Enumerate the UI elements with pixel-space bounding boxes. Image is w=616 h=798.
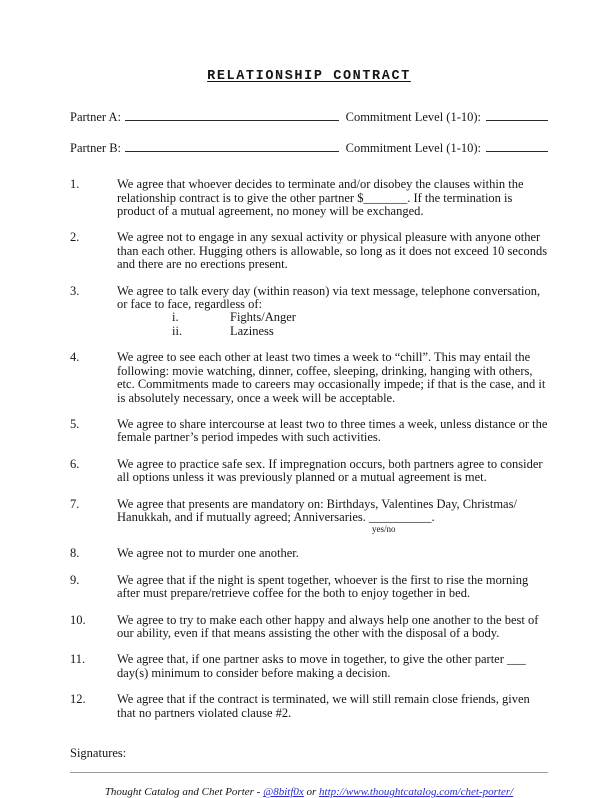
page-title: RELATIONSHIP CONTRACT <box>207 69 411 84</box>
clause-item <box>70 418 548 445</box>
subitem-text: Fights/Anger <box>230 310 296 325</box>
clause-number: 10. <box>70 612 86 627</box>
subitem-number: i. <box>172 310 179 325</box>
clause-number: 2. <box>70 230 80 245</box>
clause-text: We agree that presents are mandatory on: Birthdays, Valentines Day, Christmas/ Hanukkah, and if mutually agreed; Anniversaries. __________. <box>117 496 517 524</box>
subitem-text: Laziness <box>230 323 274 338</box>
clause-text: We agree to practice safe sex. If impregnation occurs, both partners agree to consider all options unless it was previously planned or a mutual agreement is met. <box>117 456 543 485</box>
clause-subitem <box>117 311 548 324</box>
clause-subitems <box>117 311 548 338</box>
clause-text: We agree that if the contract is terminated, we will still remain close friends, given that no partners violated clause #2. <box>117 692 530 720</box>
partner-a-row <box>70 108 548 124</box>
partner-b-row <box>70 139 548 155</box>
clause-subitem <box>117 325 548 338</box>
clause-number: 3. <box>70 283 80 298</box>
partner-b-commitment-blank <box>486 139 548 152</box>
partner-a-name-blank <box>125 108 339 121</box>
clause-item <box>70 178 548 218</box>
clause-item <box>70 351 548 405</box>
clause-item <box>70 498 548 535</box>
partner-b-commitment-label: Commitment Level (1-10): <box>345 140 481 155</box>
clause-item <box>70 693 548 720</box>
clause-number: 4. <box>70 350 80 365</box>
clause-number: 11. <box>70 652 86 667</box>
signatures-section <box>70 747 548 760</box>
clause-text: We agree to share intercourse at least two to three times a week, unless distance or the female partner’s period impedes with such activities. <box>117 416 548 445</box>
footer <box>70 786 548 798</box>
clause-item <box>70 231 548 271</box>
clause-text: We agree that if the night is spent together, whoever is the first to rise the morning after must prepare/retrieve coffee for the both to enjoy together in bed. <box>117 572 529 601</box>
clause-item <box>70 285 548 339</box>
partner-b-label: Partner B: <box>70 140 122 155</box>
clause-number: 5. <box>70 416 80 431</box>
clause-number: 1. <box>70 177 80 192</box>
clause-item <box>70 653 548 680</box>
partner-a-commitment-label: Commitment Level (1-10): <box>345 110 481 125</box>
website-link[interactable]: http://www.thoughtcatalog.com/chet-porter/ <box>319 786 514 798</box>
clause-number: 7. <box>70 496 80 511</box>
signature-line <box>70 772 548 773</box>
clause-item <box>70 547 548 560</box>
clause-text: We agree not to murder one another. <box>117 546 299 561</box>
clauses-list <box>70 178 548 720</box>
clause-number: 9. <box>70 572 80 587</box>
clause-text: We agree not to engage in any sexual activity or physical pleasure with anyone other than each other. Hugging others is allowable, so long as it does not exceed 10 seconds and there are no erections present. <box>117 230 548 272</box>
clause-item <box>70 458 548 485</box>
clause-number: 8. <box>70 546 80 561</box>
footer-or-text: or <box>303 786 320 798</box>
partner-b-name-blank <box>125 139 339 152</box>
clause-annotation: yes/no <box>372 524 396 535</box>
clause-number: 12. <box>70 692 86 707</box>
clause-number: 6. <box>70 456 80 471</box>
clause-item <box>70 574 548 601</box>
clause-item <box>70 614 548 641</box>
clause-text: We agree to see each other at least two times a week to “chill”. This may entail the following: movie watching, dinner, coffee, sleeping, drinking, hanging with others, etc. Commitments made to careers may occasionally impede; if that is the case, and it is absolutely necessary, once a week will be acceptable. <box>117 350 546 405</box>
partner-a-commitment-blank <box>486 108 548 121</box>
clause-text: We agree that whoever decides to terminate and/or disobey the clauses within the relationship contract is to give the other partner $_______. If the termination is product of a mutual agreement, no money will be exchanged. <box>117 177 524 219</box>
clause-text: We agree to try to make each other happy and always help one another to the best of our ability, even if that means assisting the other with the disposal of a body. <box>117 612 539 640</box>
partner-a-label: Partner A: <box>70 110 122 125</box>
clause-text: We agree that, if one partner asks to move in together, to give the other parter ___ day(s) minimum to consider before making a decision. <box>117 652 526 680</box>
signatures-label: Signatures: <box>70 746 127 760</box>
subitem-number: ii. <box>172 323 183 338</box>
twitter-handle-link[interactable]: @8bitf0x <box>263 786 304 798</box>
clause-text: We agree to talk every day (within reason) via text message, telephone conversation, or face to face, regardless of: <box>117 283 541 312</box>
footer-credit-text: Thought Catalog and Chet Porter - <box>104 786 264 798</box>
